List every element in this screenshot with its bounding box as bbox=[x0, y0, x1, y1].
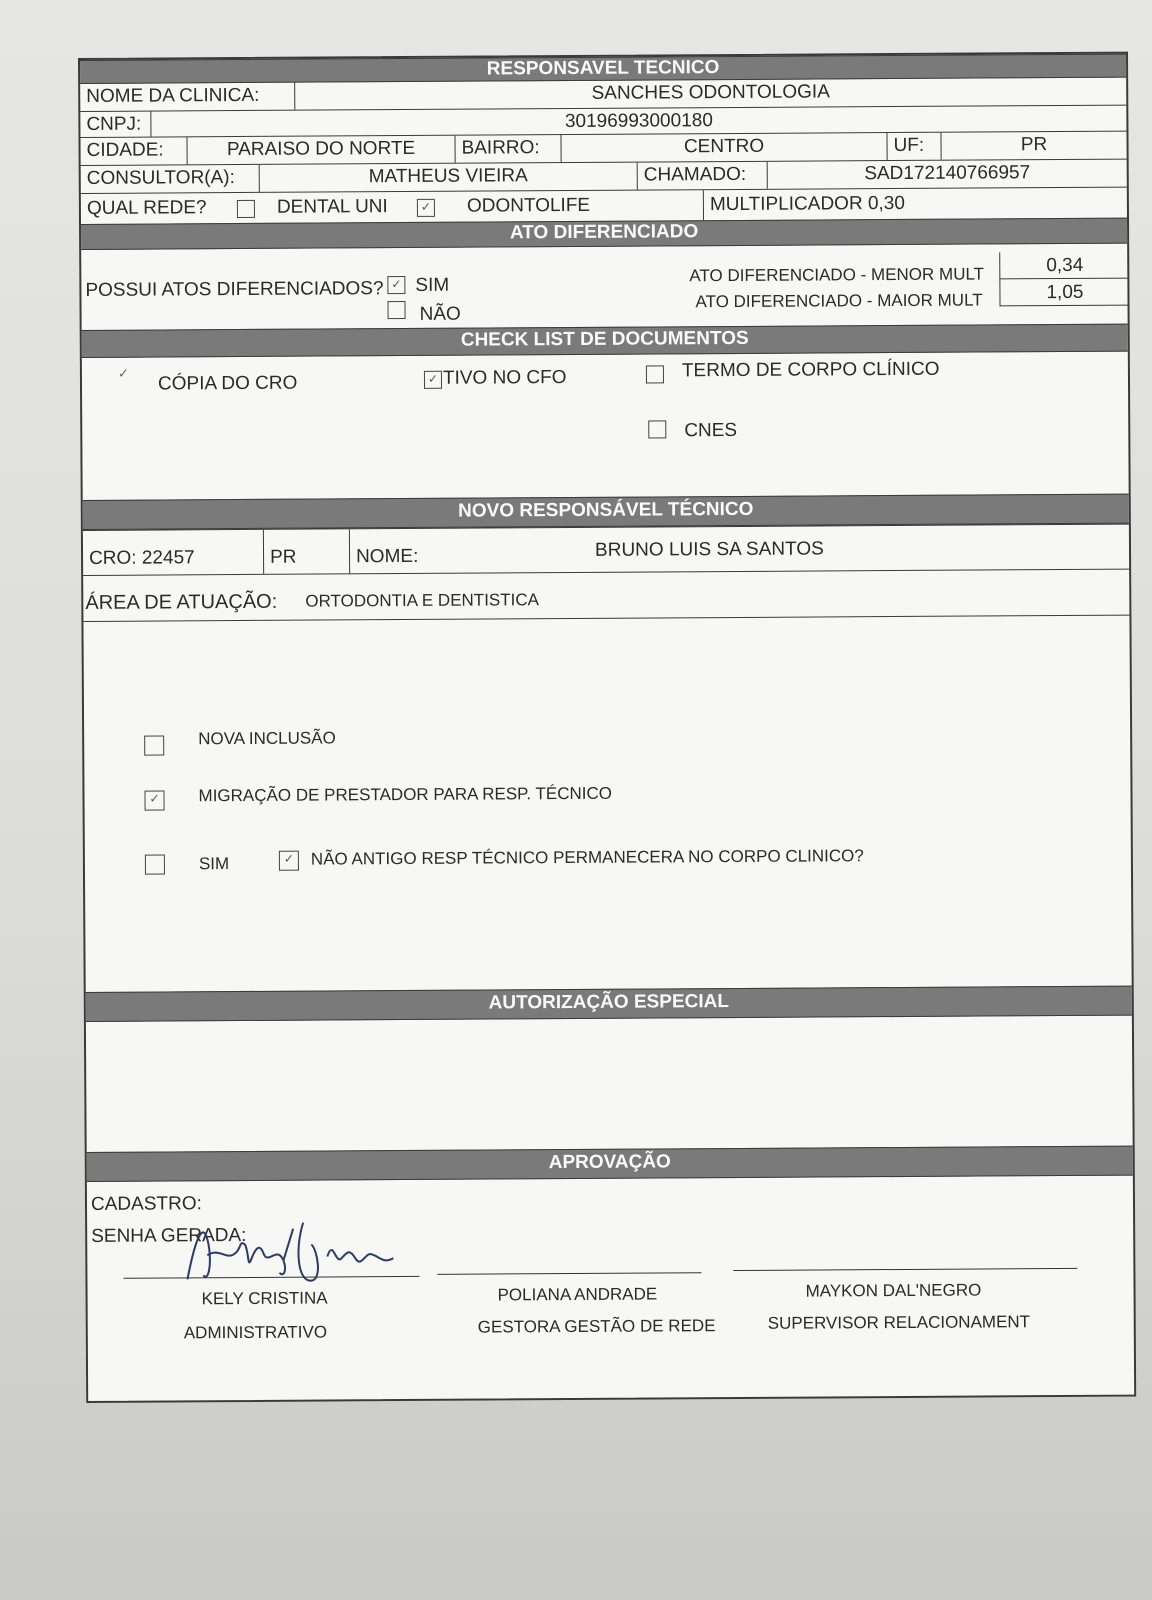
checklist-cfo: TIVO NO CFO bbox=[442, 367, 567, 389]
form-sheet bbox=[78, 52, 1136, 1403]
dental-uni-label: DENTAL UNI bbox=[276, 196, 388, 218]
uf-label: UF: bbox=[886, 133, 940, 160]
signature-line-3 bbox=[733, 1268, 1077, 1271]
signatory-1-name: KELY CRISTINA bbox=[201, 1288, 328, 1309]
row-novo-cro bbox=[83, 524, 1129, 576]
signatory-1-role: ADMINISTRATIVO bbox=[183, 1322, 328, 1343]
cfo-checkbox[interactable]: ✓ bbox=[424, 371, 442, 389]
odontolife-label: ODONTOLIFE bbox=[466, 194, 591, 217]
chamado-label: CHAMADO: bbox=[637, 162, 767, 190]
termo-checkbox[interactable] bbox=[646, 365, 664, 383]
novo-cro: CRO: 22457 bbox=[88, 547, 195, 569]
area-atuacao-value: ORTODONTIA E DENTISTICA bbox=[305, 590, 540, 611]
checklist-cnes: CNES bbox=[684, 419, 738, 442]
section-novo-responsavel: NOVO RESPONSÁVEL TÉCNICO bbox=[83, 494, 1129, 530]
cidade-value: PARAISO DO NORTE bbox=[186, 136, 454, 165]
ato-menor-value: 0,34 bbox=[999, 252, 1129, 280]
cnpj-value: 30196993000180 bbox=[150, 106, 1126, 137]
cadastro-label: CADASTRO: bbox=[90, 1193, 202, 1215]
ato-maior-label: ATO DIFERENCIADO - MAIOR MULT bbox=[695, 290, 983, 312]
signatory-2-name: POLIANA ANDRADE bbox=[497, 1284, 658, 1305]
migracao-label: MIGRAÇÃO DE PRESTADOR PARA RESP. TÉCNICO bbox=[198, 783, 612, 806]
qual-rede-label: QUAL REDE? bbox=[86, 197, 207, 219]
signatory-2-role: GESTORA GESTÃO DE REDE bbox=[477, 1316, 716, 1337]
signatory-3-name: MAYKON DAL'NEGRO bbox=[805, 1280, 982, 1301]
nova-inclusao-label: NOVA INCLUSÃO bbox=[198, 728, 336, 749]
permanece-nao-question: NÃO ANTIGO RESP TÉCNICO PERMANECERA NO CORPO CLINICO? bbox=[310, 846, 864, 869]
cnpj-label: CNPJ: bbox=[86, 113, 142, 135]
nome-clinica-label: NOME DA CLINICA: bbox=[86, 84, 260, 107]
section-ato-diferenciado: ATO DIFERENCIADO bbox=[81, 218, 1127, 250]
cnes-checkbox[interactable] bbox=[648, 420, 666, 438]
checklist-copia-cro: CÓPIA DO CRO bbox=[157, 372, 298, 395]
signature-line-2 bbox=[437, 1272, 701, 1275]
section-aprovacao: APROVAÇÃO bbox=[87, 1146, 1133, 1182]
ato-sim-checkbox[interactable]: ✓ bbox=[387, 276, 405, 294]
permanece-nao-checkbox[interactable]: ✓ bbox=[279, 851, 299, 871]
dental-uni-checkbox[interactable] bbox=[237, 200, 255, 218]
ato-sim-label: SIM bbox=[415, 274, 450, 296]
signatory-3-role: SUPERVISOR RELACIONAMENT bbox=[767, 1312, 1031, 1333]
section-autorizacao-especial: AUTORIZAÇÃO ESPECIAL bbox=[86, 986, 1132, 1022]
novo-nome-value: BRUNO LUIS SA SANTOS bbox=[594, 538, 824, 561]
consultor-value: MATHEUS VIEIRA bbox=[259, 163, 637, 192]
cidade-label: CIDADE: bbox=[86, 139, 164, 161]
ato-maior-value: 1,05 bbox=[999, 279, 1129, 307]
permanece-sim-checkbox[interactable] bbox=[145, 854, 165, 874]
nova-inclusao-checkbox[interactable] bbox=[144, 735, 164, 755]
possui-atos-question: POSSUI ATOS DIFERENCIADOS? bbox=[85, 278, 384, 301]
area-atuacao-label: ÁREA DE ATUAÇÃO: bbox=[85, 590, 278, 614]
novo-nome-label: NOME: bbox=[349, 528, 499, 573]
cro-copy-check-mark[interactable]: ✓ bbox=[117, 365, 129, 381]
chamado-value: SAD172140766957 bbox=[767, 160, 1127, 189]
odontolife-checkbox[interactable]: ✓ bbox=[417, 199, 435, 217]
consultor-label: CONSULTOR(A): bbox=[86, 167, 235, 189]
multiplicador-value: MULTIPLICADOR 0,30 bbox=[703, 188, 1127, 221]
senha-gerada-label: SENHA GERADA: bbox=[91, 1224, 247, 1247]
ato-nao-label: NÃO bbox=[419, 303, 461, 325]
nome-clinica-value: SANCHES ODONTOLOGIA bbox=[294, 78, 1126, 110]
section-responsavel-tecnico: RESPONSAVEL TECNICO bbox=[80, 54, 1126, 84]
permanece-sim-label: SIM bbox=[198, 854, 230, 874]
section-check-list: CHECK LIST DE DOCUMENTOS bbox=[82, 324, 1128, 358]
bairro-value: CENTRO bbox=[560, 133, 886, 162]
row-area-atuacao bbox=[83, 570, 1129, 622]
uf-value: PR bbox=[940, 132, 1126, 160]
bairro-label: BAIRRO: bbox=[454, 135, 560, 163]
migracao-checkbox[interactable]: ✓ bbox=[144, 790, 164, 810]
novo-uf: PR bbox=[263, 529, 349, 574]
checklist-termo-corpo-clinico: TERMO DE CORPO CLÍNICO bbox=[681, 358, 940, 382]
ato-nao-checkbox[interactable] bbox=[387, 301, 405, 319]
ato-menor-label: ATO DIFERENCIADO - MENOR MULT bbox=[689, 264, 985, 286]
